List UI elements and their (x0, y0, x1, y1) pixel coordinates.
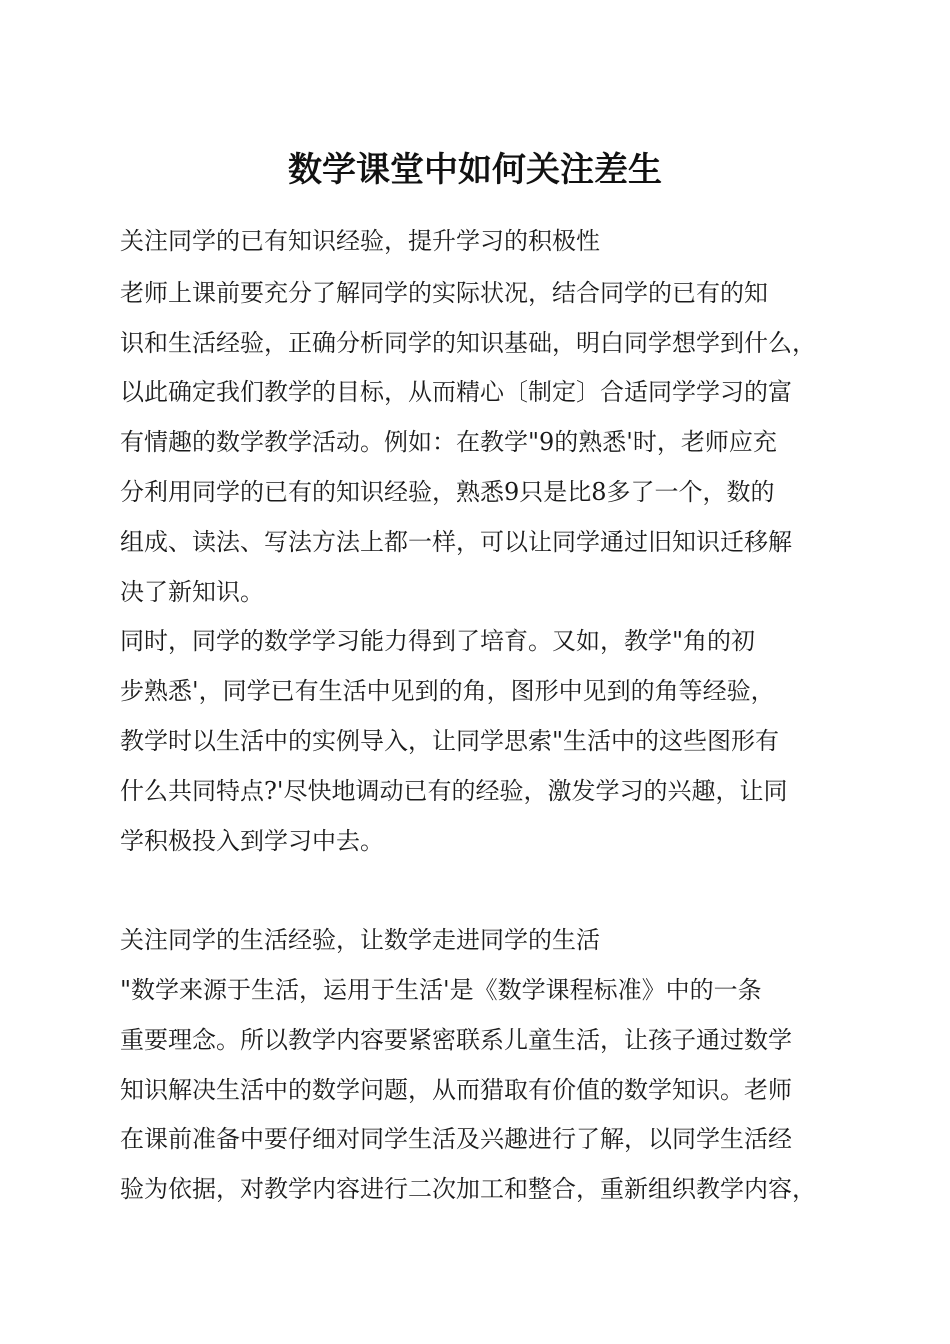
paragraph-line: 同时，同学的数学学习能力得到了培育。又如，教学"角的初 (120, 627, 756, 655)
paragraph-line: 验为依据，对教学内容进行二次加工和整合，重新组织教学内容， (120, 1175, 816, 1203)
paragraph-line: 决了新知识。 (120, 578, 264, 606)
paragraph-line: 识和生活经验，正确分析同学的知识基础，明白同学想学到什么， (120, 329, 816, 357)
paragraph-line: 有情趣的数学教学活动。例如：在教学"9的熟悉'时，老师应充 (120, 428, 777, 456)
paragraph-line: 组成、读法、写法方法上都一样，可以让同学通过旧知识迁移解 (120, 528, 792, 556)
paragraph-line: 学积极投入到学习中去。 (120, 827, 384, 855)
section-heading-2: 关注同学的生活经验，让数学走进同学的生活 (120, 926, 600, 954)
paragraph-line: 老师上课前要充分了解同学的实际状况，结合同学的已有的知 (120, 279, 768, 307)
paragraph-line: 以此确定我们教学的目标，从而精心〔制定〕合适同学学习的富 (120, 378, 792, 406)
paragraph-line: 在课前准备中要仔细对同学生活及兴趣进行了解，以同学生活经 (120, 1125, 792, 1153)
paragraph-line: 重要理念。所以教学内容要紧密联系儿童生活，让孩子通过数学 (120, 1026, 792, 1054)
paragraph-line: 什么共同特点?'尽快地调动已有的经验，激发学习的兴趣，让同 (120, 777, 788, 805)
paragraph-line: 步熟悉'，同学已有生活中见到的角，图形中见到的角等经验， (120, 677, 775, 705)
paragraph-line: 知识解决生活中的数学问题，从而猎取有价值的数学知识。老师 (120, 1076, 792, 1104)
paragraph-line: 分利用同学的已有的知识经验，熟悉9只是比8多了一个，数的 (120, 478, 775, 506)
paragraph-line: "数学来源于生活，运用于生活'是《数学课程标准》中的一条 (120, 976, 762, 1004)
paragraph-line: 教学时以生活中的实例导入，让同学思索"生活中的这些图形有 (120, 727, 780, 755)
section-heading-1: 关注同学的已有知识经验，提升学习的积极性 (120, 227, 600, 255)
page-title: 数学课堂中如何关注差生 (288, 150, 662, 190)
